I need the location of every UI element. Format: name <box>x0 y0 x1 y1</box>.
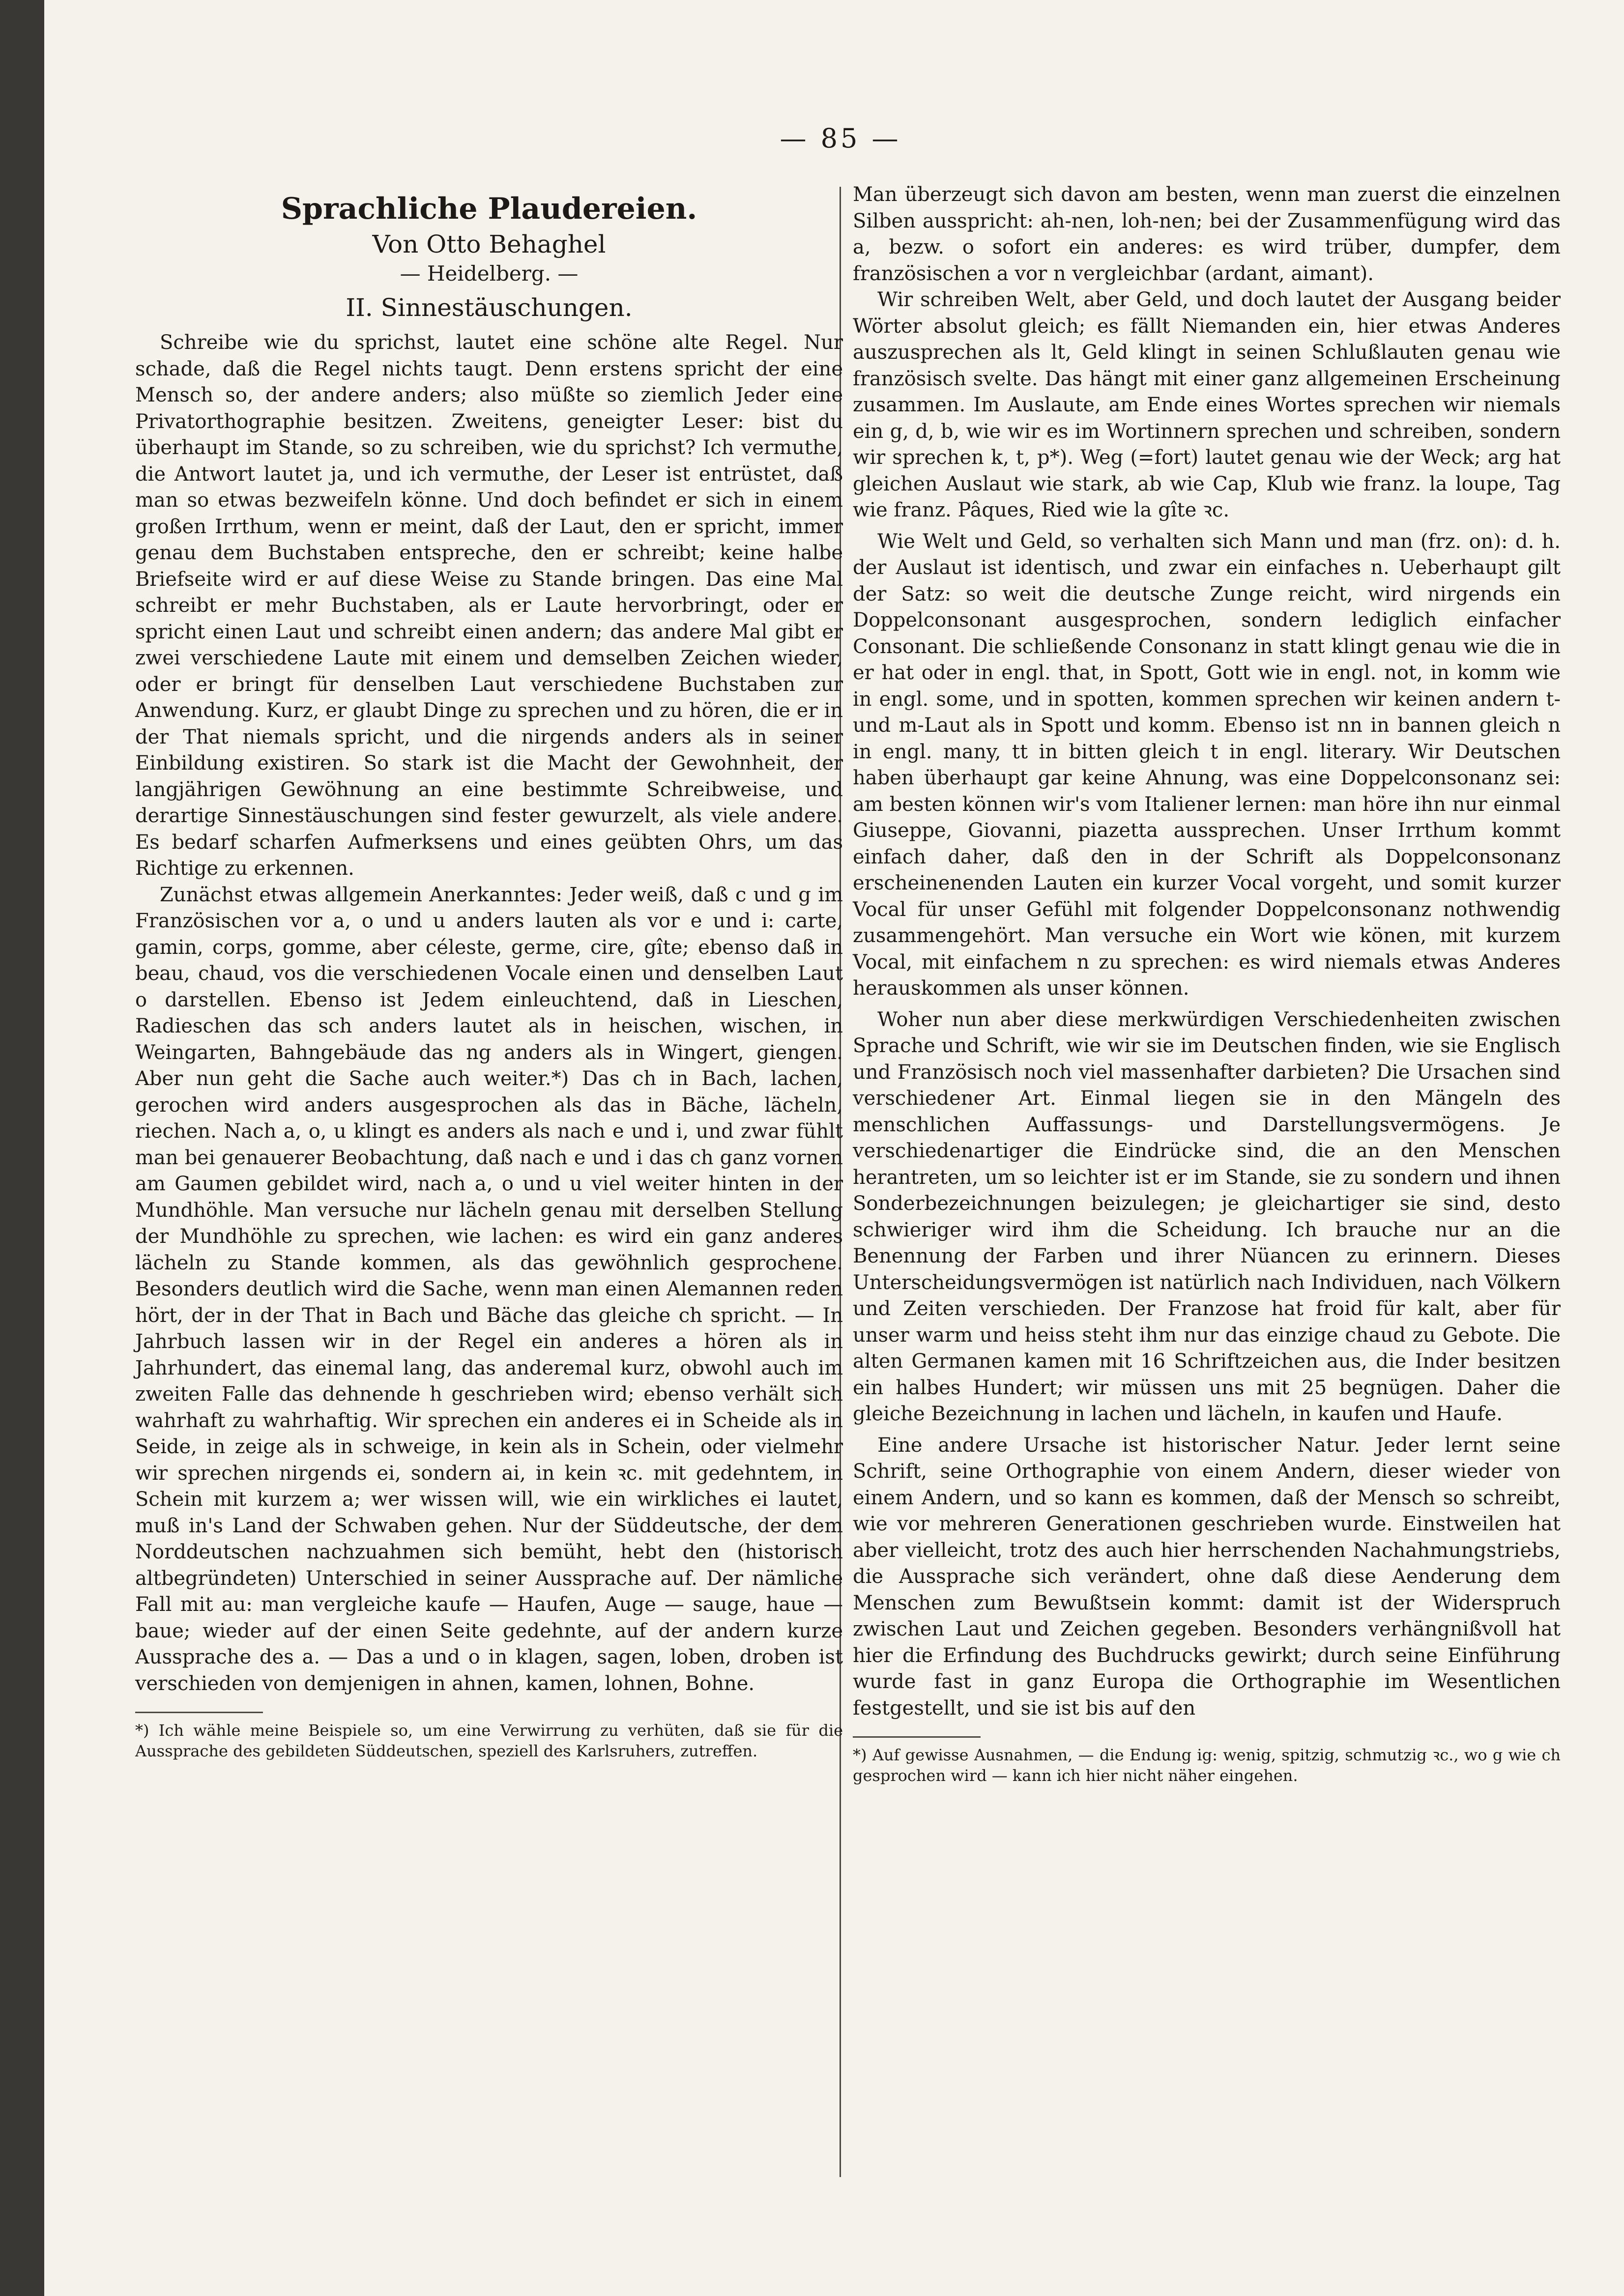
article-author: Von Otto Behaghel <box>372 230 606 258</box>
paragraph: Man überzeugt sich davon am besten, wenn man zuerst die einzelnen Silben ausspricht: ah-nen, loh-nen; bei der Zusammenfügung wird das a, bezw. o sofort ein anderes: es wird trüber, dumpfer, dem französischen a vor n vergleichbar (ardant, aimant). <box>853 183 1561 285</box>
paragraph: Wir schreiben Welt, aber Geld, und doch lautet der Ausgang beider Wörter absolut gleich; es fällt Niemanden ein, hier etwas Anderes auszusprechen als lt, Geld klingt in seinen Schlußlauten genau wie französisch svelte. Das hängt mit einer ganz allgemeinen Erscheinung zusammen. Im Auslaute, am Ende eines Wortes sprechen wir niemals ein g, d, b, wie wir es im Wortinnern sprechen und schreiben, sondern wir sprechen k, t, p*). Weg (=fort) lautet genau wie der Weck; arg hat gleichen Auslaut wie stark, ab wie Cap, Klub wie franz. la loupe, Tag wie franz. Pâques, Ried wie la gîte ꝛc. <box>853 288 1561 521</box>
paragraph: Eine andere Ursache ist historischer Natur. Jeder lernt seine Schrift, seine Orthographie von einem Andern, dieser wieder von einem Andern, und so kann es kommen, daß der Mensch so schreibt, wie vor mehreren Generationen geschrieben wurde. Einstweilen hat aber vielleicht, trotz des auch hier herrschenden Nachahmungstriebs, die Aussprache sich verändert, ohne daß diese Aenderung dem Menschen zum Bewußtsein kommt: damit ist der Widerspruch zwischen Laut und Zeichen gegeben. Besonders verhängnißvoll hat hier die Erfindung des Buchdrucks gewirkt; durch seine Einführung wurde fast in ganz Europa die Orthographie im Wesentlichen festgestellt, und sie ist bis auf den <box>853 1434 1561 1720</box>
footnote: *) Ich wähle meine Beispiele so, um eine Verwirrung zu verhüten, daß sie für die Aussprache des gebildeten Süddeutschen, speziell des Karlsruhers, zutreffen. <box>135 1721 843 1760</box>
left-column <box>135 182 843 1761</box>
paragraph: Schreibe wie du sprichst, lautet eine schöne alte Regel. Nur schade, daß die Regel nichts taugt. Denn erstens spricht der eine Mensch so, der andere anders; also müßte so ziemlich Jeder eine Privatorthographie besitzen. Zweitens, geneigter Leser: bist du überhaupt im Stande, so zu schreiben, wie du sprichst? Ich vermuthe, die Antwort lautet ja, und ich vermuthe, der Leser ist entrüstet, daß man so etwas bezweifeln könne. Und doch befindet er sich in einem großen Irrthum, wenn er meint, daß der Laut, den er spricht, immer genau dem Buchstaben entspreche, den er schreibt; keine halbe Briefseite wird er auf diese Weise zu Stande bringen. Das eine Mal schreibt er mehr Buchstaben, als er Laute hervorbringt, oder er spricht einen Laut und schreibt einen andern; das andere Mal gibt er zwei verschiedene Laute mit einem und demselben Zeichen wieder, oder er bringt für denselben Laut verschiedene Buchstaben zur Anwendung. Kurz, er glaubt Dinge zu sprechen und zu hören, die er in der That niemals spricht, und die nirgends anders als in seiner Einbildung existiren. So stark ist die Macht der Gewohnheit, der langjährigen Gewöhnung an eine bestimmte Schreibweise, und derartige Sinnestäuschungen sind fester gewurzelt, als viele andere. Es bedarf scharfen Aufmerksens und eines geübten Ohrs, um das Richtige zu erkennen. <box>135 331 843 880</box>
section-heading: II. Sinnestäuschungen. <box>346 293 633 322</box>
right-column <box>853 182 1561 1786</box>
paragraph: Wie Welt und Geld, so verhalten sich Mann und man (frz. on): d. h. der Auslaut ist identisch, und zwar ein einfaches n. Ueberhaupt gilt der Satz: so weit die deutsche Zunge reicht, wird nirgends ein Doppelconsonant ausgesprochen, sondern lediglich einfacher Consonant. Die schließende Consonanz in statt klingt genau wie die in er hat oder in engl. that, in Spott, Gott wie in engl. not, in komm wie in engl. some, und in spotten, kommen sprechen wir keinen andern t- und m-Laut als in Spott und komm. Ebenso ist nn in bannen gleich n in engl. many, tt in bitten gleich t in engl. literary. Wir Deutschen haben überhaupt gar keine Ahnung, was eine Doppelconsonanz sei: am besten können wir's vom Italiener lernen: man höre ihn nur einmal Giuseppe, Giovanni, piazetta aussprechen. Unser Irrthum kommt einfach daher, daß den in der Schrift als Doppelconsonanz erscheinenenden Lauten ein kurzer Vocal vorgeht, und somit kurzer Vocal für unser Gefühl mit folgender Doppelconsonanz nothwendig zusammengehört. Man versuche ein Wort wie könen, mit kurzem Vocal, mit einfachem n zu sprechen: es wird niemals etwas Anderes herauskommen als unser können. <box>853 530 1561 1000</box>
article-place: — Heidelberg. — <box>400 261 579 286</box>
page-number: — 85 — <box>780 123 901 154</box>
footnote-divider <box>853 1736 981 1738</box>
article-title: Sprachliche Plaudereien. <box>281 192 697 226</box>
paragraph: Zunächst etwas allgemein Anerkanntes: Jeder weiß, daß c und g im Französischen vor a, o und u anders lauten als vor e und i: carte, gamin, corps, gomme, aber céleste, germe, cire, gîte; ebenso daß in beau, chaud, vos die verschiedenen Vocale einen und denselben Laut o darstellen. Ebenso ist Jedem einleuchtend, daß in Lieschen, Radieschen das sch anders lautet als in heischen, wischen, in Weingarten, Bahngebäude das ng anders als in Wingert, giengen. Aber nun geht die Sache auch weiter.*) Das ch in Bach, lachen, gerochen wird anders ausgesprochen als das in Bäche, lächeln, riechen. Nach a, o, u klingt es anders als nach e und i, und zwar fühlt man bei genauerer Beobachtung, daß nach e und i das ch ganz vornen am Gaumen gebildet wird, nach a, o und u viel weiter hinten in der Mundhöhle. Man versuche nur lächeln genau mit derselben Stellung der Mundhöhle zu sprechen, wie lachen: es wird ein ganz anderes lächeln zu Stande kommen, als das gewöhnlich gesprochene. Besonders deutlich wird die Sache, wenn man einen Alemannen reden hört, der in der That in Bach und Bäche das gleiche ch spricht. — In Jahrbuch lassen wir in der Regel ein anderes a hören als in Jahrhundert, das einemal lang, das anderemal kurz, obwohl auch im zweiten Falle das dehnende h geschrieben wird; ebenso verhält sich wahrhaft zu wahrhaftig. Wir sprechen ein anderes ei in Scheide als in Seide, in zeige als in schweige, in kein als in Schein, oder vielmehr wir sprechen nirgends ei, sondern ai, in kein ꝛc. mit gedehntem, in Schein mit kurzem a; wer wissen will, wie ein wirkliches ei lautet, muß in's Land der Schwaben gehen. Nur der Süddeutsche, der dem Norddeutschen nachzuahmen sich bemüht, hebt den (historisch altbegründeten) Unterschied in seiner Aussprache auf. Der nämliche Fall mit au: man vergleiche kaufe — Haufen, Auge — sauge, haue — baue; wieder auf der einen Seite gedehnte, auf der andern kurze Aussprache des a. — Das a und o in klagen, sagen, loben, droben ist verschieden von demjenigen in ahnen, kamen, lohnen, Bohne. <box>135 883 843 1695</box>
paragraph: Woher nun aber diese merkwürdigen Verschiedenheiten zwischen Sprache und Schrift, wie wir sie im Deutschen finden, wie sie Englisch und Französisch noch viel massenhafter darbieten? Die Ursachen sind verschiedener Art. Einmal liegen sie in den Mängeln des menschlichen Auffassungs- und Darstellungsvermögens. Je verschiedenartiger die Eindrücke sind, die an den Menschen herantreten, um so leichter ist er im Stande, sie zu sondern und ihnen Sonderbezeichnungen beizulegen; je gleichartiger sie sind, desto schwieriger wird ihm die Scheidung. Ich brauche nur an die Benennung der Farben und ihrer Nüancen zu erinnern. Dieses Unterscheidungsvermögen ist natürlich nach Individuen, nach Völkern und Zeiten verschieden. Der Franzose hat froid für kalt, aber für unser warm und heiss steht ihm nur das einzige chaud zu Gebote. Die alten Germanen kamen mit 16 Schriftzeichen aus, die Inder besitzen ein halbes Hundert; wir müssen uns mit 25 begnügen. Daher die gleiche Bezeichnung in lachen und lächeln, in kaufen und Haufe. <box>853 1008 1561 1425</box>
footnote-divider <box>135 1712 263 1713</box>
footnote: *) Auf gewisse Ausnahmen, — die Endung ig: wenig, spitzig, schmutzig ꝛc., wo g wie ch gesprochen wird — kann ich hier nicht näher eingehen. <box>853 1746 1561 1785</box>
book-binding-edge <box>0 0 44 2296</box>
page-sheet <box>44 0 1624 2296</box>
